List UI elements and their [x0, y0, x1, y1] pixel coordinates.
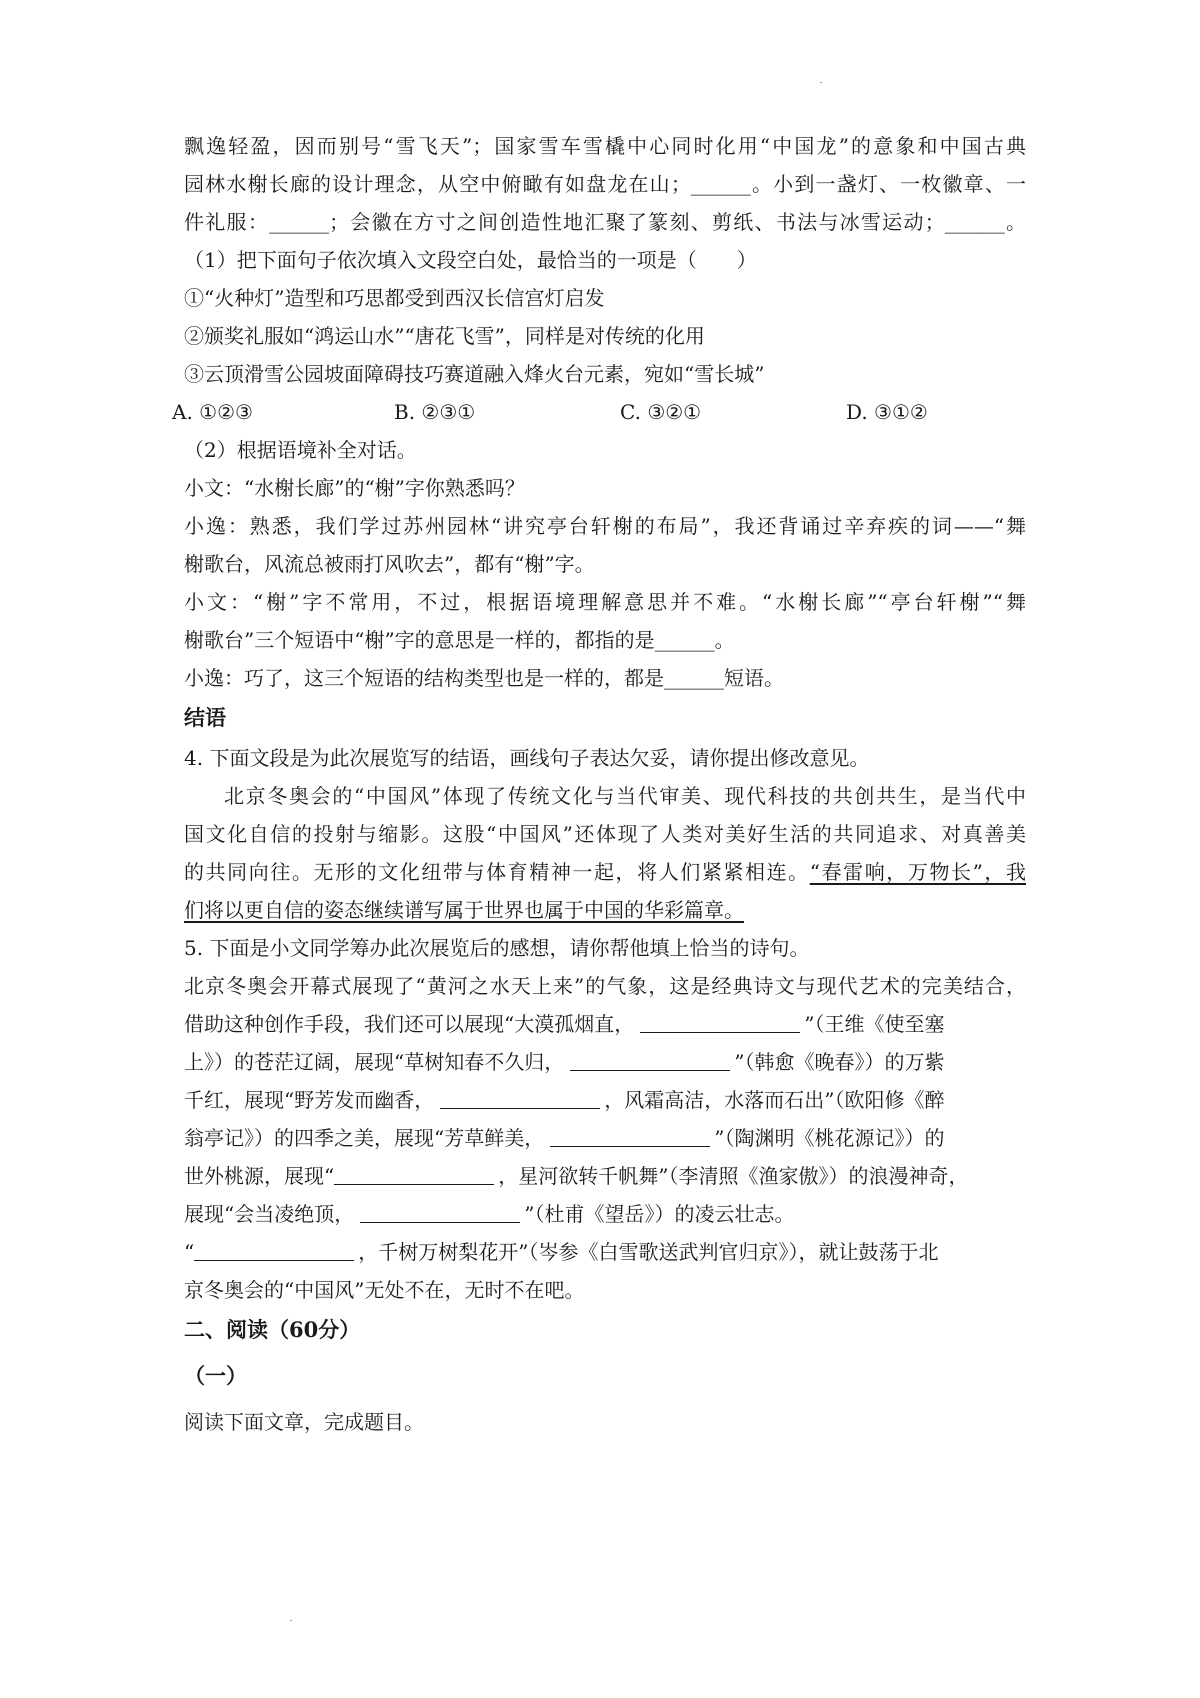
text-line: 飘逸轻盈，因而别号“雪飞天”；国家雪车雪橇中心同时化用“中国龙”的意象和中国古典 [184, 134, 1026, 158]
option-c: C. ③②① [620, 400, 702, 424]
underlined-sentence: 们将以更自信的姿态继续谱写属于世界也属于中国的华彩篇章。 [184, 898, 744, 922]
paragraph-line: 借助这种创作手段，我们还可以展现“大漠孤烟直， ”（王维《使至塞 [184, 1012, 945, 1036]
paragraph-line: 展现“会当凌绝顶， ”（杜甫《望岳》）的凌云壮志。 [184, 1202, 795, 1226]
dialogue-line: 小逸：熟悉，我们学过苏州园林“讲究亭台轩榭的布局”，我还背诵过辛弃疾的词——“舞 [184, 514, 1026, 538]
paragraph-line: 的共同向往。无形的文化纽带与体育精神一起，将人们紧紧相连。“春雷响，万物长”，我 [184, 860, 1026, 884]
fill-blank[interactable] [360, 1202, 520, 1223]
paragraph-line: 北京冬奥会开幕式展现了“黄河之水天上来”的气象，这是经典诗文与现代艺术的完美结合， [184, 974, 1026, 998]
sentence-2: ②颁奖礼服如“鸿运山水”“唐花飞雪”，同样是对传统的化用 [184, 324, 705, 348]
paragraph-line [184, 896, 1026, 924]
sentence-3: ③云顶滑雪公园坡面障碍技巧赛道融入烽火台元素，宛如“雪长城” [184, 362, 765, 386]
scan-speck [820, 82, 822, 83]
underlined-sentence: “春雷响，万物长”，我 [809, 860, 1026, 884]
question-1: （1）把下面句子依次填入文段空白处，最恰当的一项是（ ） [184, 248, 757, 272]
paragraph-line: 上》）的苍茫辽阔，展现“草树知春不久归， ”（韩愈《晚春》）的万紫 [184, 1050, 945, 1074]
dialogue-line: 榭歌台，风流总被雨打风吹去”，都有“榭”字。 [184, 552, 595, 576]
paragraph-line: 千红，展现“野芳发而幽香， ，风霜高洁，水落而石出”（欧阳修《醉 [184, 1088, 945, 1112]
instruction-text: 阅读下面文章，完成题目。 [184, 1410, 424, 1434]
question-2: （2）根据语境补全对话。 [184, 438, 417, 462]
paragraph-line: 国文化自信的投射与缩影。这股“中国风”还体现了人类对美好生活的共同追求、对真善美 [184, 822, 1026, 846]
fill-blank[interactable] [640, 1012, 800, 1033]
question-4: 4. 下面文段是为此次展览写的结语，画线句子表达欠妥，请你提出修改意见。 [184, 746, 870, 770]
dialogue-line: 小逸：巧了，这三个短语的结构类型也是一样的，都是______短语。 [184, 666, 784, 690]
paragraph-line: “ ，千树万树梨花开”（岑参《白雪歌送武判官归京》），就让鼓荡于北 [184, 1240, 939, 1264]
fill-blank[interactable] [550, 1126, 710, 1147]
paragraph-line: 京冬奥会的“中国风”无处不在，无时不在吧。 [184, 1278, 585, 1302]
fill-blank[interactable] [334, 1164, 494, 1185]
section-heading: 结语 [184, 705, 226, 730]
fill-blank[interactable] [194, 1240, 354, 1261]
paragraph-line: 世外桃源，展现“ ，星河欲转千帆舞”（李清照《渔家傲》）的浪漫神奇， [184, 1164, 969, 1188]
text-line: 件礼服：______；会徽在方寸之间创造性地汇聚了篆刻、剪纸、书法与冰雪运动；______。 [184, 210, 1026, 234]
scan-speck [290, 1620, 292, 1621]
dialogue-line: 小文：“水榭长廊”的“榭”字你熟悉吗？ [184, 476, 525, 500]
option-a: A. ①②③ [172, 400, 253, 424]
question-5: 5. 下面是小文同学筹办此次展览后的感想，请你帮他填上恰当的诗句。 [184, 936, 810, 960]
section-heading: 二、阅读（60分） [184, 1317, 361, 1342]
dialogue-line: 榭歌台”三个短语中“榭”字的意思是一样的，都指的是______。 [184, 628, 735, 652]
paragraph-line: 翁亭记》）的四季之美，展现“芳草鲜美， ”（陶渊明《桃花源记》）的 [184, 1126, 945, 1150]
option-b: B. ②③① [394, 400, 476, 424]
option-d: D. ③①② [846, 400, 928, 424]
dialogue-line: 小文：“榭”字不常用，不过，根据语境理解意思并不难。“水榭长廊”“亭台轩榭”“舞 [184, 590, 1026, 614]
sentence-1: ①“火种灯”造型和巧思都受到西汉长信宫灯启发 [184, 286, 605, 310]
fill-blank[interactable] [570, 1050, 730, 1071]
paragraph-line: 北京冬奥会的“中国风”体现了传统文化与当代审美、现代科技的共创共生，是当代中 [224, 784, 1026, 808]
text-line: 园林水榭长廊的设计理念，从空中俯瞰有如盘龙在山；______。小到一盏灯、一枚徽章、一 [184, 172, 1026, 196]
fill-blank[interactable] [440, 1088, 600, 1109]
subsection-heading: （一） [184, 1363, 247, 1388]
